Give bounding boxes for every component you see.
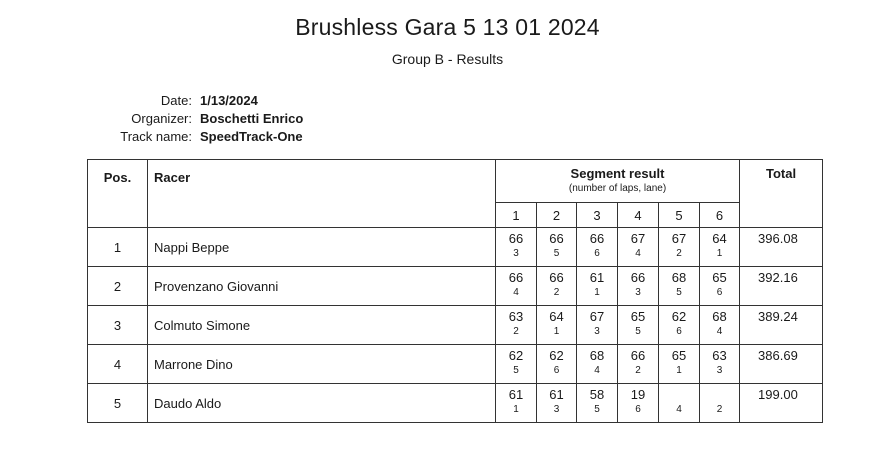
segment-laps: 66 bbox=[589, 231, 605, 246]
segment-laps bbox=[659, 387, 699, 403]
table-row bbox=[88, 384, 823, 423]
segment-cell bbox=[659, 267, 700, 306]
date-value: 1/13/2024 bbox=[200, 93, 258, 108]
segment-laps: 68 bbox=[589, 348, 605, 363]
segment-lane: 2 bbox=[716, 404, 723, 415]
date-label: Date: bbox=[160, 93, 192, 108]
segment-laps: 62 bbox=[671, 309, 687, 324]
segment-cell bbox=[700, 345, 740, 384]
segment-laps: 65 bbox=[712, 270, 727, 285]
segment-lane: 3 bbox=[553, 404, 560, 415]
segment-lane: 3 bbox=[716, 365, 723, 376]
segment-number: 5 bbox=[659, 203, 700, 228]
segment-lane: 4 bbox=[676, 404, 682, 415]
segment-lane: 2 bbox=[676, 248, 682, 259]
segment-cell bbox=[659, 228, 700, 267]
segment-laps: 61 bbox=[508, 387, 524, 402]
racer-cell: Colmuto Simone bbox=[148, 306, 496, 345]
segment-laps: 61 bbox=[549, 387, 564, 402]
segment-cell bbox=[618, 267, 659, 306]
racer-cell: Daudo Aldo bbox=[148, 384, 496, 423]
segment-cell bbox=[618, 228, 659, 267]
segment-cell bbox=[700, 228, 740, 267]
segment-laps: 68 bbox=[712, 309, 727, 324]
segment-cell bbox=[496, 384, 537, 423]
segment-laps: 66 bbox=[508, 231, 524, 246]
total-cell bbox=[740, 384, 823, 423]
segment-cell bbox=[618, 384, 659, 423]
results-body bbox=[88, 228, 823, 423]
segment-cell bbox=[659, 384, 700, 423]
organizer-row bbox=[90, 110, 303, 128]
racer-header: Racer bbox=[148, 160, 496, 228]
table-row bbox=[88, 228, 823, 267]
segment-number: 4 bbox=[618, 203, 659, 228]
segment-laps: 64 bbox=[712, 231, 727, 246]
segment-laps: 64 bbox=[549, 309, 564, 324]
segment-lane: 1 bbox=[716, 248, 723, 259]
segment-lane: 3 bbox=[513, 248, 519, 259]
segment-laps: 19 bbox=[630, 387, 646, 402]
segment-cell bbox=[577, 384, 618, 423]
total-cell bbox=[740, 345, 823, 384]
segment-cell bbox=[537, 228, 577, 267]
table-row bbox=[88, 306, 823, 345]
segment-laps: 65 bbox=[671, 348, 687, 363]
segment-cell bbox=[700, 306, 740, 345]
segment-laps: 62 bbox=[508, 348, 524, 363]
racer-cell: Nappi Beppe bbox=[148, 228, 496, 267]
segment-cell bbox=[700, 384, 740, 423]
segment-lane: 5 bbox=[513, 365, 519, 376]
segment-laps: 63 bbox=[712, 348, 727, 363]
segment-lane: 1 bbox=[676, 365, 682, 376]
page-subtitle: Group B - Results bbox=[391, 51, 504, 67]
segment-number: 3 bbox=[577, 203, 618, 228]
racer-cell: Marrone Dino bbox=[148, 345, 496, 384]
segment-cell bbox=[577, 228, 618, 267]
results-table bbox=[87, 159, 823, 423]
date-row bbox=[90, 92, 303, 110]
segment-cell bbox=[496, 306, 537, 345]
segment-cell bbox=[659, 345, 700, 384]
segment-cell bbox=[496, 267, 537, 306]
segment-cell bbox=[659, 306, 700, 345]
segment-lane: 5 bbox=[594, 404, 600, 415]
segment-lane: 6 bbox=[594, 248, 600, 259]
segment-laps: 68 bbox=[671, 270, 687, 285]
segment-lane: 5 bbox=[553, 248, 560, 259]
segment-cell bbox=[537, 267, 577, 306]
segment-cell bbox=[618, 306, 659, 345]
segment-header-subtitle: (number of laps, lane) bbox=[568, 183, 667, 194]
segment-cell bbox=[537, 306, 577, 345]
page-title: Brushless Gara 5 13 01 2024 bbox=[295, 14, 600, 40]
segment-lane: 2 bbox=[635, 365, 641, 376]
segment-laps: 66 bbox=[549, 270, 564, 285]
segment-laps: 67 bbox=[630, 231, 646, 246]
segment-lane: 6 bbox=[716, 287, 723, 298]
segment-number: 2 bbox=[537, 203, 577, 228]
segment-lane: 2 bbox=[553, 287, 560, 298]
organizer-value: Boschetti Enrico bbox=[200, 111, 304, 126]
segment-lane: 3 bbox=[635, 287, 641, 298]
segment-lane: 4 bbox=[513, 287, 519, 298]
segment-header bbox=[496, 160, 740, 203]
segment-cell bbox=[577, 306, 618, 345]
total-value: 396.08 bbox=[758, 231, 798, 246]
total-value: 389.24 bbox=[758, 309, 798, 324]
position-cell: 5 bbox=[88, 384, 148, 423]
segment-laps: 63 bbox=[508, 309, 524, 324]
segment-laps: 66 bbox=[508, 270, 524, 285]
segment-lane: 4 bbox=[594, 365, 600, 376]
segment-cell bbox=[496, 228, 537, 267]
total-cell bbox=[740, 267, 823, 306]
segment-laps: 65 bbox=[630, 309, 646, 324]
segment-lane: 1 bbox=[594, 287, 600, 298]
segment-number: 6 bbox=[700, 203, 740, 228]
segment-lane: 4 bbox=[716, 326, 723, 337]
track-label: Track name: bbox=[120, 129, 192, 144]
segment-number: 1 bbox=[496, 203, 537, 228]
pos-header: Pos. bbox=[88, 160, 148, 228]
segment-cell bbox=[577, 267, 618, 306]
segment-cell bbox=[537, 345, 577, 384]
position-cell: 1 bbox=[88, 228, 148, 267]
segment-laps: 67 bbox=[671, 231, 687, 246]
segment-cell bbox=[537, 384, 577, 423]
segment-laps bbox=[700, 387, 739, 403]
table-row bbox=[88, 267, 823, 306]
segment-laps: 58 bbox=[589, 387, 605, 402]
segment-lane: 4 bbox=[635, 248, 641, 259]
segment-laps: 66 bbox=[630, 348, 646, 363]
segment-cell bbox=[618, 345, 659, 384]
total-value: 386.69 bbox=[758, 348, 798, 363]
total-value: 199.00 bbox=[758, 387, 798, 402]
segment-lane: 6 bbox=[676, 326, 682, 337]
segment-laps: 61 bbox=[589, 270, 605, 285]
position-cell: 3 bbox=[88, 306, 148, 345]
segment-laps: 67 bbox=[589, 309, 605, 324]
segment-lane: 6 bbox=[635, 404, 641, 415]
track-row bbox=[90, 128, 303, 146]
segment-cell bbox=[577, 345, 618, 384]
segment-cell bbox=[700, 267, 740, 306]
total-cell bbox=[740, 306, 823, 345]
segment-laps: 62 bbox=[549, 348, 564, 363]
position-cell: 4 bbox=[88, 345, 148, 384]
total-value: 392.16 bbox=[758, 270, 798, 285]
segment-laps: 66 bbox=[549, 231, 564, 246]
segment-lane: 1 bbox=[553, 326, 560, 337]
segment-lane: 5 bbox=[676, 287, 682, 298]
total-cell bbox=[740, 228, 823, 267]
segment-lane: 1 bbox=[513, 404, 519, 415]
track-value: SpeedTrack-One bbox=[200, 129, 303, 144]
racer-cell: Provenzano Giovanni bbox=[148, 267, 496, 306]
race-info bbox=[90, 92, 303, 146]
position-cell: 2 bbox=[88, 267, 148, 306]
organizer-label: Organizer: bbox=[131, 111, 192, 126]
segment-cell bbox=[496, 345, 537, 384]
segment-lane: 6 bbox=[553, 365, 560, 376]
segment-header-title: Segment result bbox=[570, 166, 665, 181]
segment-lane: 3 bbox=[594, 326, 600, 337]
table-row bbox=[88, 345, 823, 384]
segment-lane: 5 bbox=[635, 326, 641, 337]
segment-laps: 66 bbox=[630, 270, 646, 285]
segment-lane: 2 bbox=[513, 326, 519, 337]
total-header: Total bbox=[740, 160, 823, 228]
